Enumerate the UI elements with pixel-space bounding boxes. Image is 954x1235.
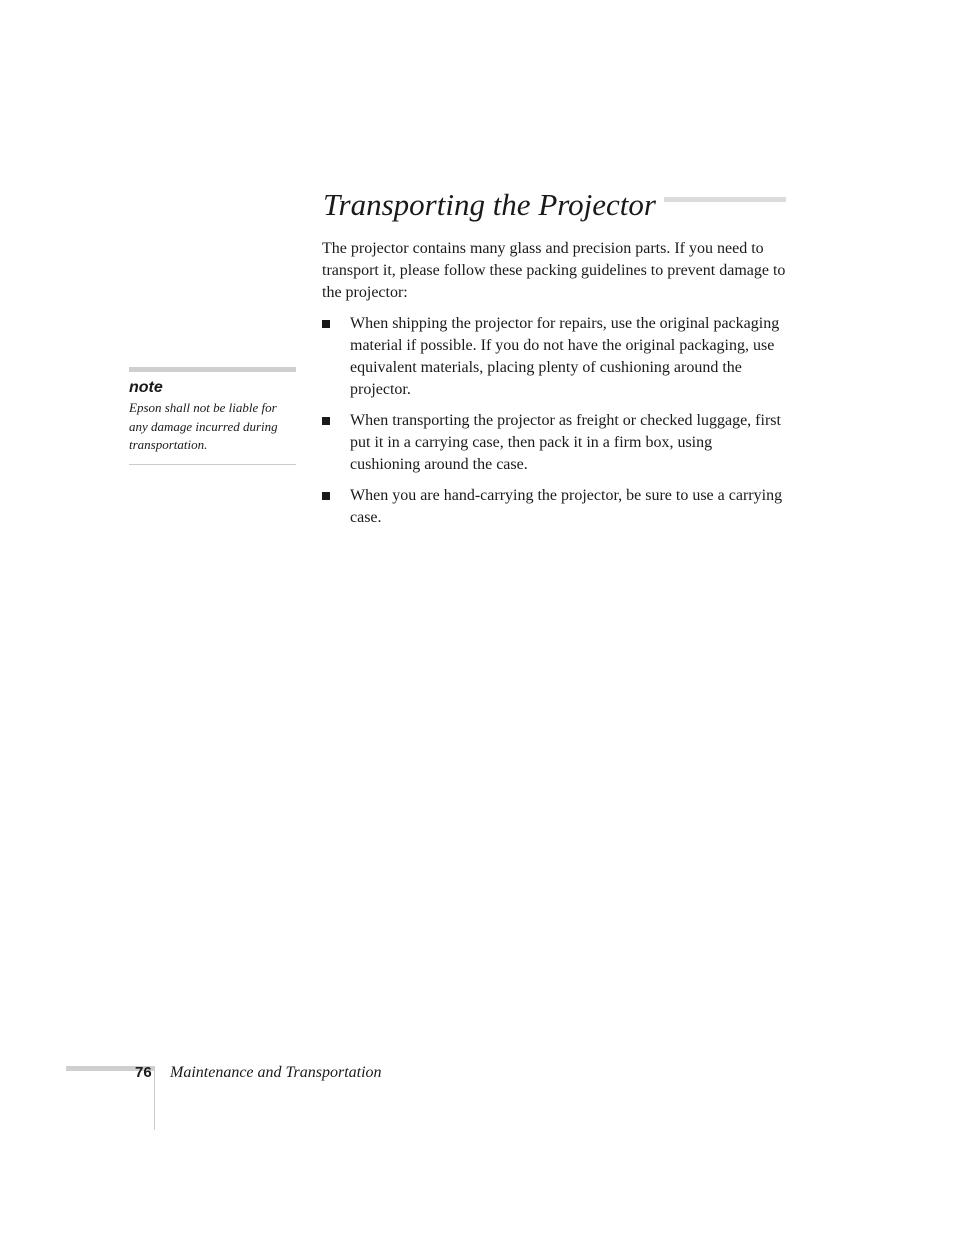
footer-divider: [154, 1066, 155, 1130]
note-text: Epson shall not be liable for any damage incurred during transportation.: [129, 399, 296, 465]
list-item: [322, 410, 786, 476]
side-note: [129, 367, 296, 465]
page-title: Transporting the Projector: [323, 185, 664, 225]
page-number: 76: [135, 1064, 152, 1081]
note-rule: [129, 367, 296, 372]
intro-paragraph: The projector contains many glass and precision parts. If you need to transport it, please follow these packing guidelines to prevent damage to the projector:: [322, 240, 786, 301]
guidelines-list: [322, 313, 786, 529]
square-bullet-icon: [322, 417, 330, 425]
note-heading: note: [129, 379, 163, 396]
list-item-text: When transporting the projector as freight or checked luggage, first put it in a carrying case, then pack it in a firm box, using cushioning around the case.: [350, 412, 781, 473]
list-item: [322, 485, 786, 529]
chapter-title: Maintenance and Transportation: [170, 1064, 382, 1081]
list-item-text: When you are hand-carrying the projector, be sure to use a carrying case.: [350, 487, 783, 526]
square-bullet-icon: [322, 492, 330, 500]
square-bullet-icon: [322, 320, 330, 328]
main-content: [322, 238, 786, 538]
list-item: [322, 313, 786, 401]
list-item-text: When shipping the projector for repairs, use the original packaging material if possible. If you do not have the original packaging, use equivalent materials, placing plenty of cushioning around the projector.: [350, 315, 780, 398]
